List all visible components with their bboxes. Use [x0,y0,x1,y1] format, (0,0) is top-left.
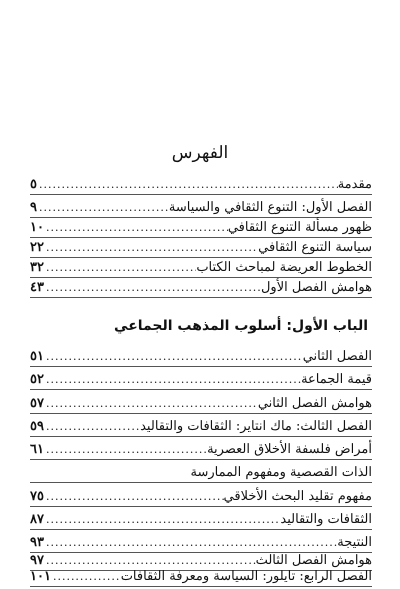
entry-page: ٦١ [30,442,44,457]
toc-entry [30,534,372,553]
entry-title: الفصل الرابع: تايلور: السياسة ومعرفة الثقافات [120,569,372,584]
entry-title: النتيجة [337,535,372,550]
toc-entry [30,279,372,298]
leader-dots [39,176,338,194]
entry-title: ظهور مسألة التنوع الثقافي [227,220,372,235]
toc-title: الفهرس [171,143,229,163]
entry-page: ١٠ [30,220,44,235]
entry-page: ٢٢ [30,240,44,255]
leader-dots [46,259,196,277]
toc-entry [30,259,372,278]
leader-dots [46,371,301,389]
toc-entry [30,395,372,414]
entry-title: الذات القصصية ومفهوم الممارسة [190,465,372,480]
entry-title: سياسة التنوع الثقافي [258,240,372,255]
entry-title: مقدمة [337,177,372,192]
entry-title: الفصل الأول: التنوع الثقافي والسياسة [168,200,372,215]
entry-page: ٣٢ [30,260,44,275]
entry-page: ٤٣ [30,280,44,295]
entry-title: هوامش الفصل الثالث [255,553,372,568]
toc-entry [30,488,372,507]
entry-title: الفصل الثاني [302,349,372,364]
leader-dots [46,488,224,506]
leader-dots [46,239,258,257]
entry-page: ٥١ [30,349,44,364]
entry-page: ٩٣ [30,535,44,550]
part-title: الباب الأول: أسلوب المذهب الجماعي [114,318,368,334]
entry-page: ٥ [30,177,37,192]
entry-page: ٥٢ [30,372,44,387]
entry-title: هوامش الفصل الأول [260,280,372,295]
leader-dots [46,219,228,237]
leader-dots [46,441,207,459]
leader-dots [46,418,140,436]
toc-entry [30,219,372,238]
leader-dots [46,348,303,366]
toc-entry [30,568,372,587]
entry-page: ٥٩ [30,419,44,434]
leader-dots [39,199,169,217]
entry-page: ٥٧ [30,396,44,411]
toc-entry [30,511,372,530]
entry-title: مفهوم تقليد البحث الأخلاقي [223,489,372,504]
entry-title: الفصل الثالث: ماك انتاير: الثقافات والتقاليد [140,419,372,434]
leader-dots [53,568,121,586]
toc-entry [30,418,372,437]
toc-entry [30,464,372,483]
toc-entry [30,348,372,367]
leader-dots [46,511,280,529]
entry-page: ٩٧ [30,553,44,568]
entry-title: قيمة الجماعة [301,372,372,387]
entry-page: ١٠١ [30,569,51,584]
entry-title: الثقافات والتقاليد [280,512,372,527]
entry-title: الخطوط العريضة لمباحث الكتاب [196,260,372,275]
toc-entry [30,199,372,218]
leader-dots [46,279,261,297]
entry-page: ٨٧ [30,512,44,527]
toc-entry [30,239,372,258]
toc-entry [30,371,372,390]
entry-page: ٧٥ [30,489,44,504]
toc-entry [30,176,372,195]
entry-title: هوامش الفصل الثاني [257,396,372,411]
leader-dots [46,395,258,413]
toc-entry [30,441,372,460]
entry-page: ٩ [30,200,37,215]
leader-dots [46,534,337,552]
entry-title: أمراض فلسفة الأخلاق العصرية [207,442,372,457]
